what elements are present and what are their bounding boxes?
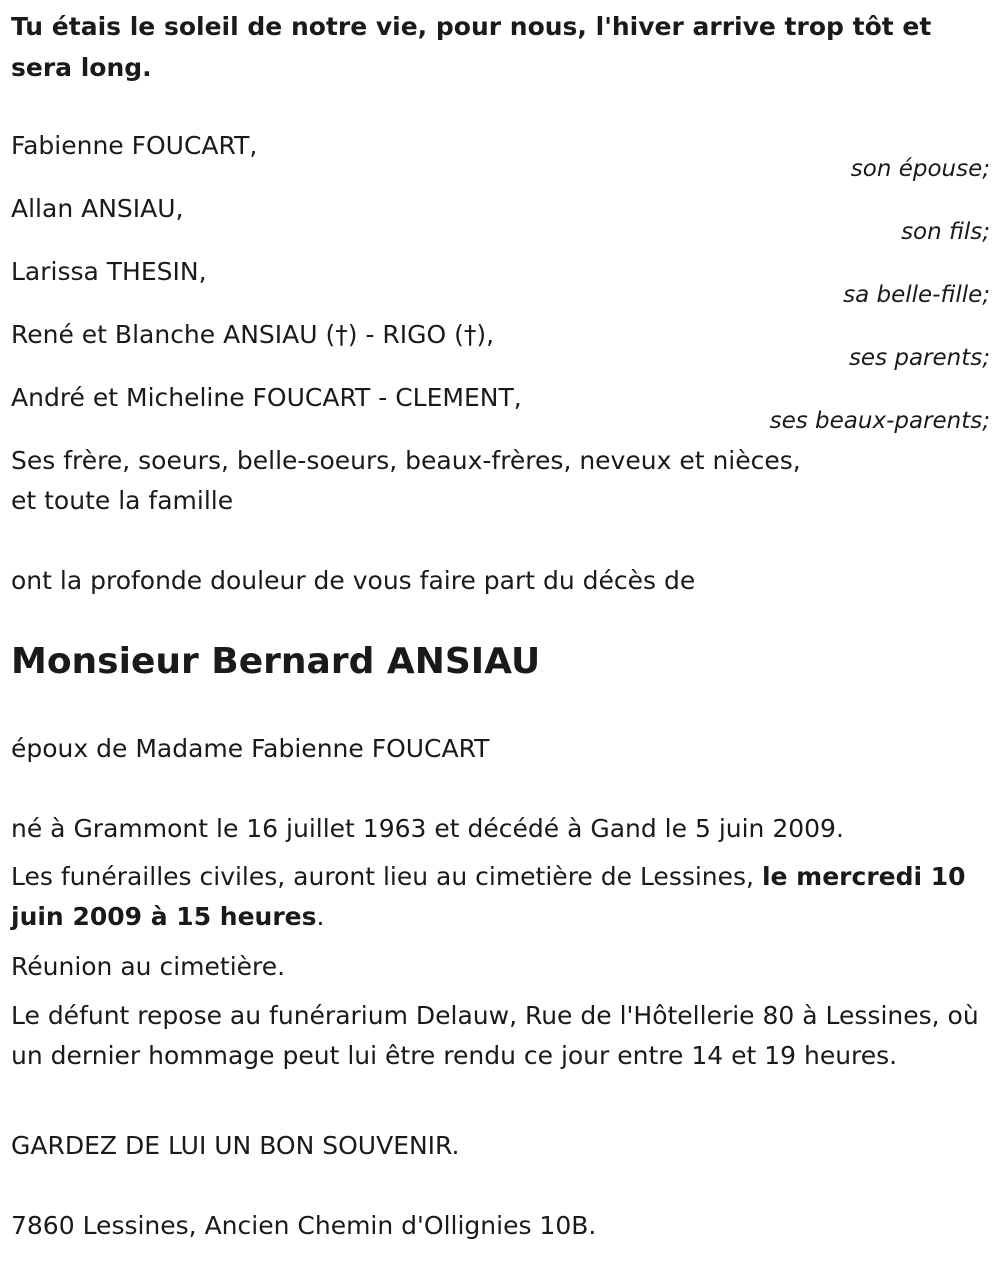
announcement-text: ont la profonde douleur de vous faire part du décès de xyxy=(11,566,696,595)
funeral-text: Les funérailles civiles, auront lieu au cimetière de Lessines, xyxy=(11,862,762,891)
epigraph: Tu étais le soleil de notre vie, pour nous, l'hiver arrive trop tôt et sera long. xyxy=(11,12,932,82)
spouse-line: époux de Madame Fabienne FOUCART xyxy=(11,734,490,763)
family-member-name: Larissa THESIN, xyxy=(11,257,207,286)
address-line: 7860 Lessines, Ancien Chemin d'Ollignies 10B. xyxy=(11,1211,597,1240)
family-member-relation: ses beaux-parents; xyxy=(769,408,990,434)
family-member-relation: son fils; xyxy=(901,219,990,245)
remembrance-line: GARDEZ DE LUI UN BON SOUVENIR. xyxy=(11,1131,460,1160)
extended-family-line: et toute la famille xyxy=(11,486,234,515)
family-member-name: Fabienne FOUCART, xyxy=(11,131,258,160)
family-member-relation: ses parents; xyxy=(848,345,990,371)
extended-family-line: Ses frère, soeurs, belle-soeurs, beaux-frères, neveux et nièces, xyxy=(11,446,801,475)
family-member-name: Allan ANSIAU, xyxy=(11,194,184,223)
funeral-text-end: . xyxy=(316,902,325,931)
deceased-name: Monsieur Bernard ANSIAU xyxy=(11,641,541,682)
family-member-relation: sa belle-fille; xyxy=(843,282,990,308)
funeral-paragraph xyxy=(11,857,986,937)
funeral-date: le mercredi 10 juin 2009 à 15 heures xyxy=(11,862,966,931)
meeting-line: Réunion au cimetière. xyxy=(11,952,286,981)
family-member-relation: son épouse; xyxy=(850,156,990,182)
family-member-name: René et Blanche ANSIAU (†) - RIGO (†), xyxy=(11,320,495,349)
birth-death-line: né à Grammont le 16 juillet 1963 et décédé à Gand le 5 juin 2009. xyxy=(11,814,844,843)
family-member-name: André et Micheline FOUCART - CLEMENT, xyxy=(11,383,522,412)
repose-paragraph: Le défunt repose au funérarium Delauw, Rue de l'Hôtellerie 80 à Lessines, où un dernier hommage peut lui être rendu ce jour entre 14 et 19 heures. xyxy=(11,1001,979,1070)
